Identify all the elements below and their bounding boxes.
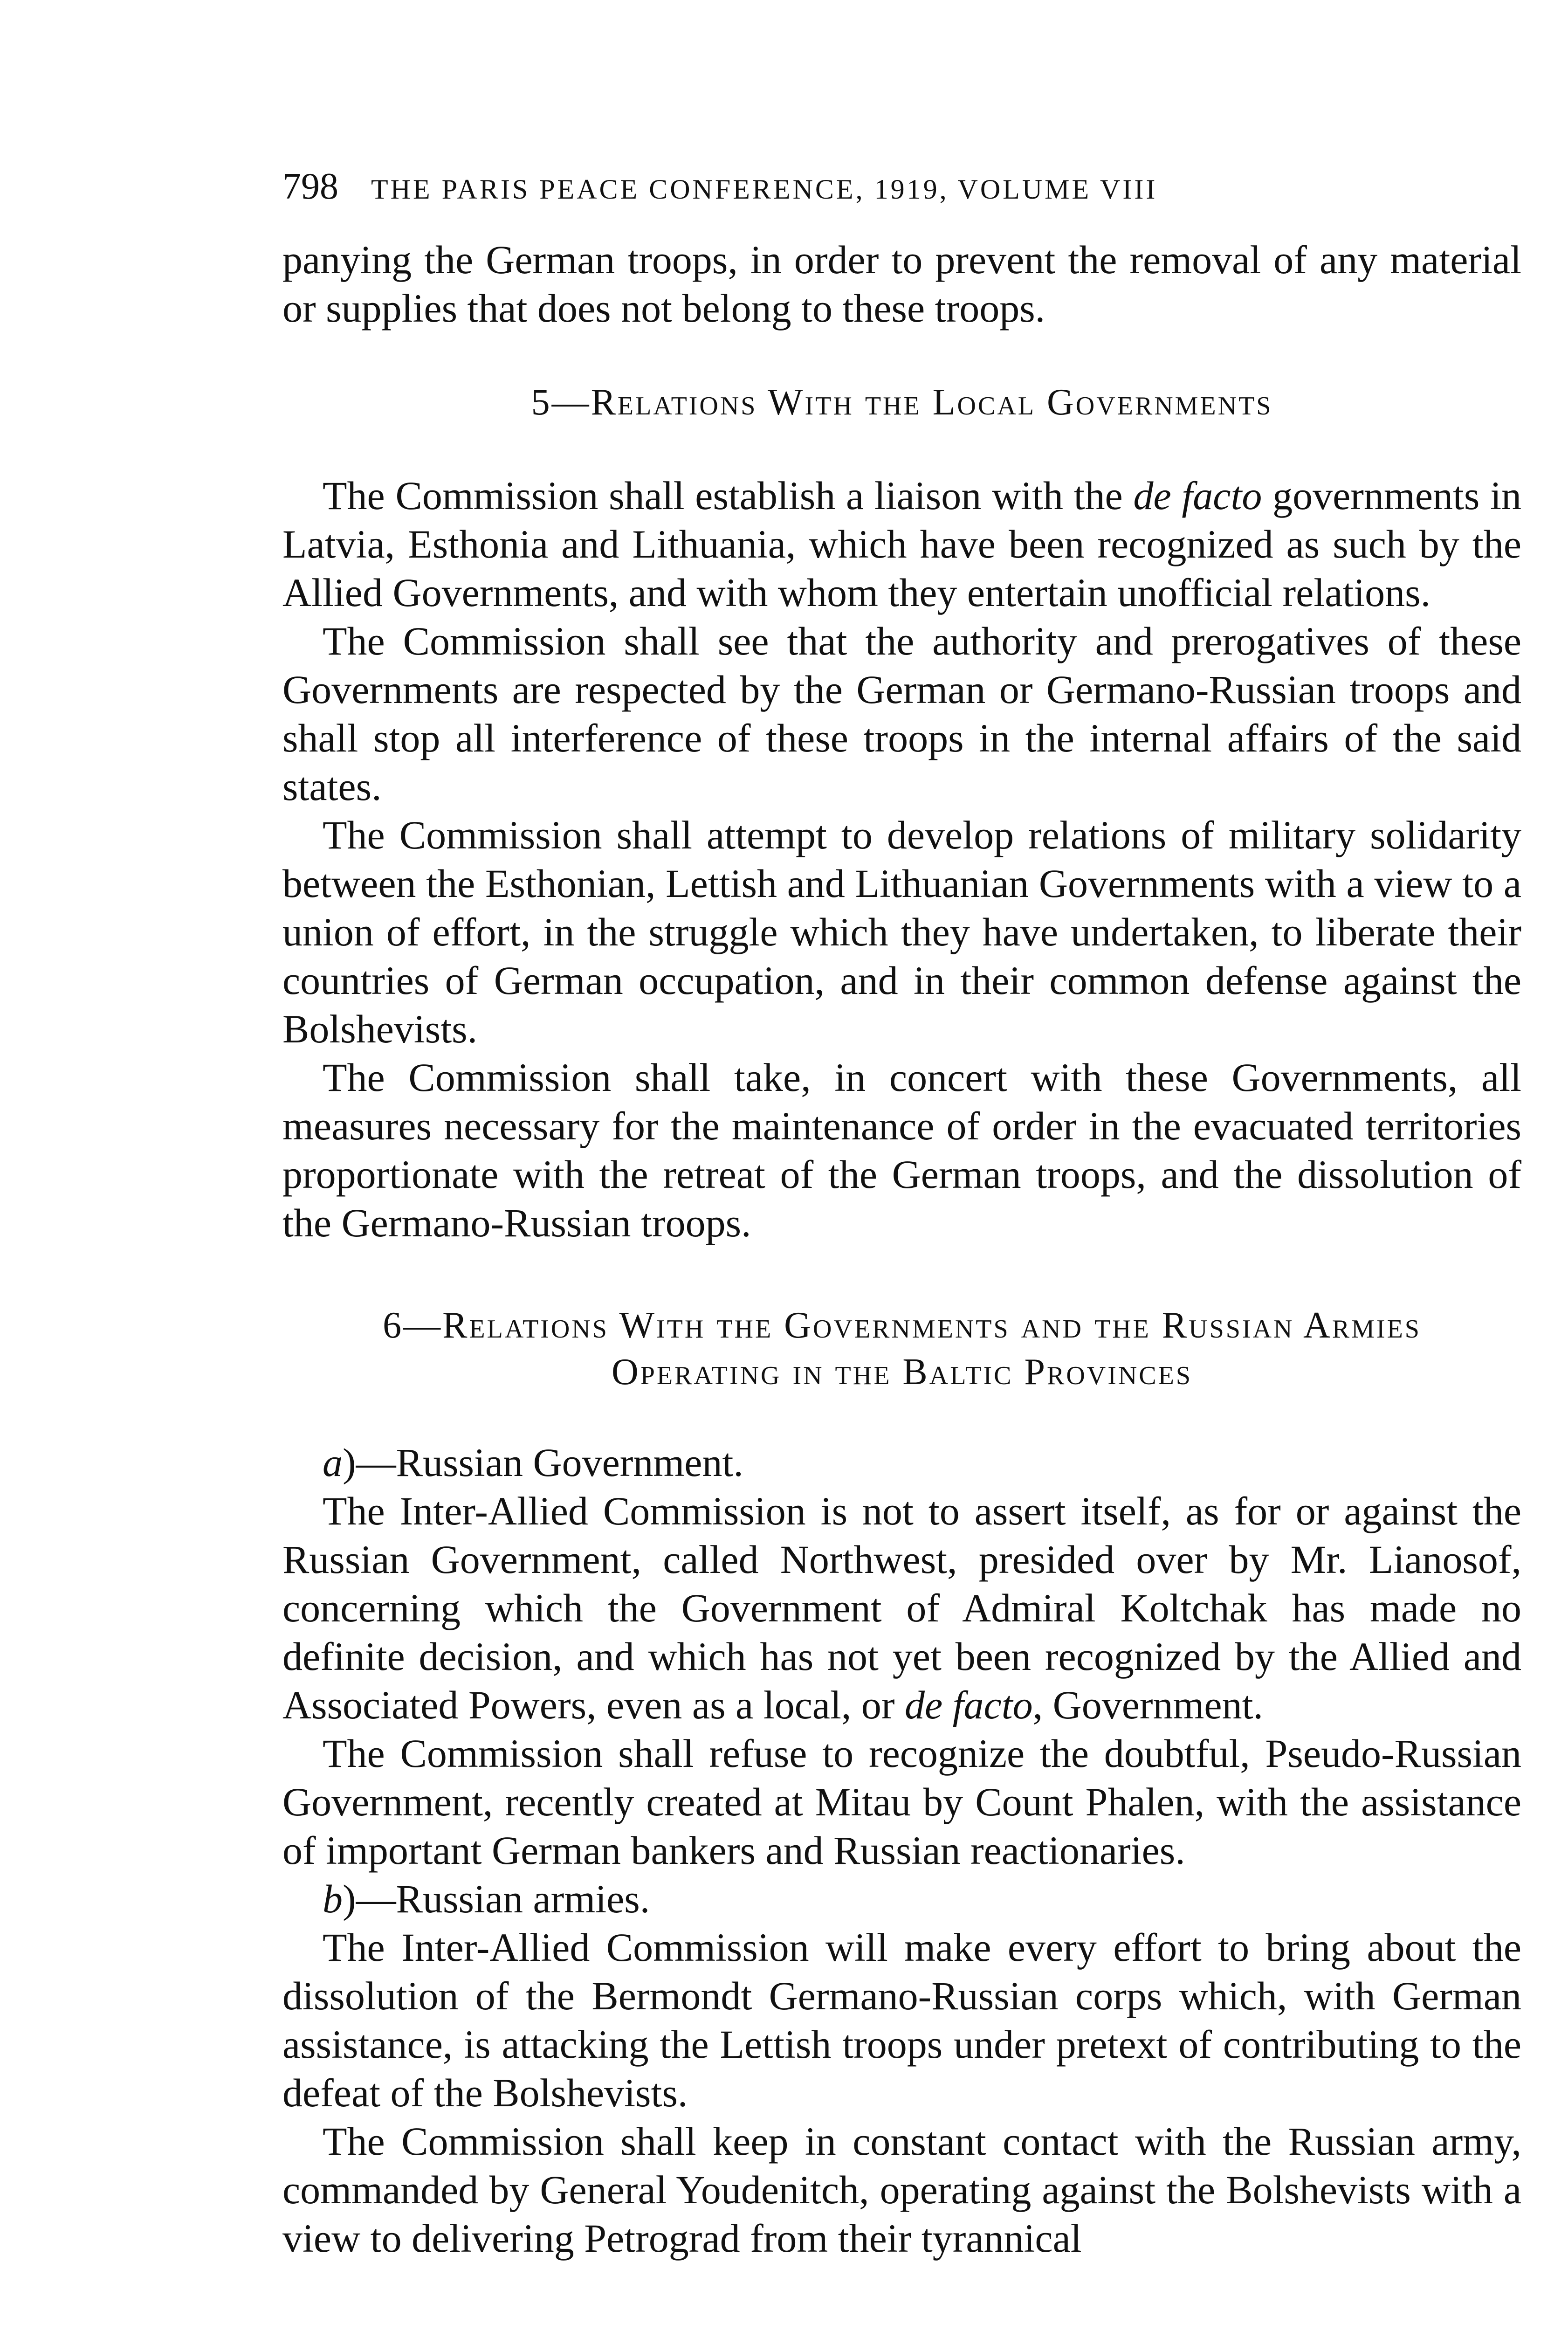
subsection-title: )—Russian armies. bbox=[343, 1876, 650, 1921]
subsection-letter: b bbox=[323, 1876, 343, 1921]
paragraph-text: governments in Latvia, Esthonia and Lithuania, which have been recognized as such by the Allied Governments, and with whom they entertain unofficial relations. bbox=[282, 473, 1521, 615]
section-6-paragraph-2: The Commission shall refuse to recognize the doubtful, Pseudo-Russian Government, recently created at Mitau by Count Phalen, with the assistance of important German bankers and Russian reactionaries. bbox=[282, 1731, 1521, 1873]
page-number: 798 bbox=[282, 166, 338, 207]
italic-term: de facto bbox=[1133, 473, 1262, 518]
italic-term: de facto bbox=[904, 1683, 1033, 1727]
section-6-paragraph-1 bbox=[282, 1487, 1521, 1729]
section-6-paragraph-4: The Commission shall keep in constant contact with the Russian army, commanded by General Youdenitch, operating against the Bolshevists with a view to delivering Petrograd from their tyrannical bbox=[282, 2119, 1521, 2261]
subsection-a-heading bbox=[282, 1438, 1521, 1487]
section-5-paragraph-2: The Commission shall see that the authority and prerogatives of these Governments are respected by the German or Germano-Russian troops and shall stop all interference of these troops in the internal affairs of the said states. bbox=[282, 619, 1521, 809]
paragraph-text: The Inter-Allied Commission is not to assert itself, as for or against the Russian Government, called Northwest, presided over by Mr. Lianosof, concerning which the Government of Admiral Koltchak has made no definite decision, and which has not yet been recognized by the Allied and Associated Powers, even as a local, or bbox=[282, 1489, 1521, 1727]
subsection-letter: a bbox=[323, 1440, 343, 1485]
section-5-paragraph-1 bbox=[282, 471, 1521, 617]
section-5-paragraph-4: The Commission shall take, in concert with these Governments, all measures necessary for the maintenance of order in the evacuated territories proportionate with the retreat of the German troops, and the dissolution of the Germano-Russian troops. bbox=[282, 1055, 1521, 1245]
paragraph-text: The Commission shall establish a liaison with the bbox=[323, 473, 1134, 518]
page-header bbox=[282, 168, 1420, 208]
section-6-heading-line-1: 6—Relations With the Governments and the Russian Armies bbox=[383, 1305, 1421, 1346]
section-6-heading-line-2: Operating in the Baltic Provinces bbox=[612, 1352, 1192, 1393]
section-5-paragraph-3: The Commission shall attempt to develop relations of military solidarity between the Esthonian, Lettish and Lithuanian Governments with a view to a union of effort, in the struggle which they have undertaken, to liberate their countries of German occupation, and in their common defense against the Bolshevists. bbox=[282, 813, 1521, 1051]
continuation-paragraph: panying the German troops, in order to prevent the removal of any material or supplies that does not belong to these troops. bbox=[282, 237, 1521, 331]
running-title: THE PARIS PEACE CONFERENCE, 1919, VOLUME VIII bbox=[371, 174, 1158, 205]
subsection-b-heading bbox=[282, 1875, 1521, 1923]
section-6-heading bbox=[282, 1302, 1521, 1395]
section-6-paragraph-3: The Inter-Allied Commission will make every effort to bring about the dissolution of the Bermondt Germano-Russian corps which, with German assistance, is attacking the Lettish troops under pretext of contributing to the defeat of the Bolshevists. bbox=[282, 1925, 1521, 2115]
body-text bbox=[282, 235, 1521, 2262]
section-5-heading: 5—Relations With the Local Governments bbox=[531, 382, 1273, 423]
paragraph-text: , Government. bbox=[1032, 1683, 1263, 1727]
subsection-title: )—Russian Government. bbox=[343, 1440, 743, 1485]
